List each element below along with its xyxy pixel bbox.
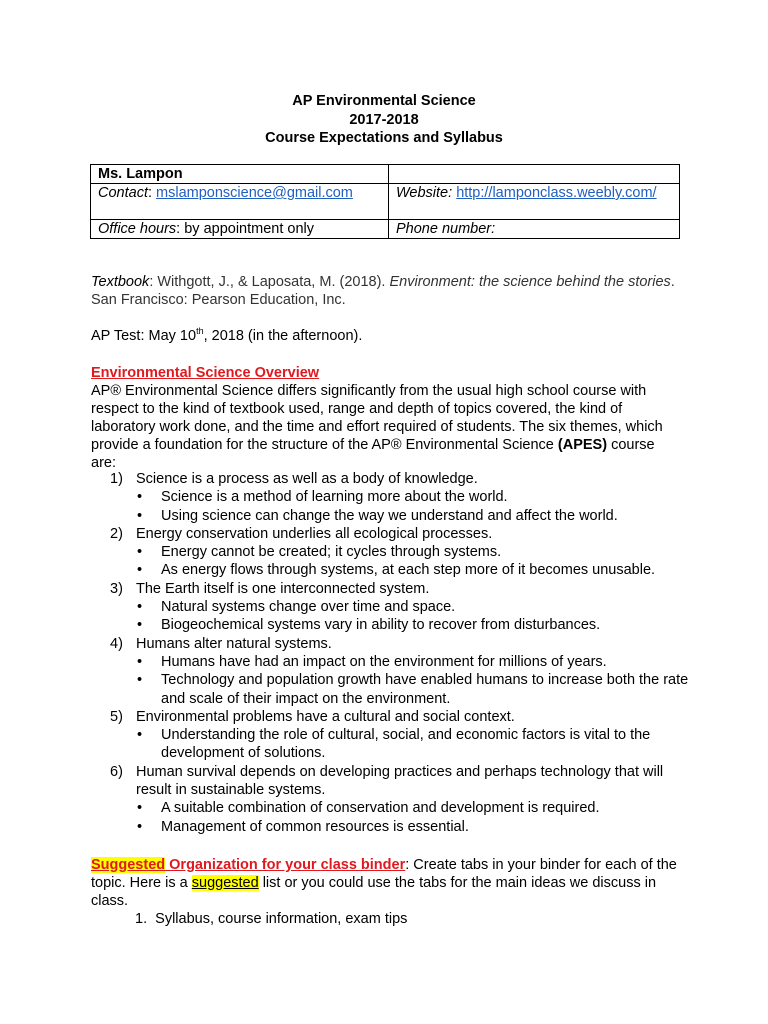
bullet-icon: • (137, 818, 143, 835)
ap-test-sup: th (196, 326, 204, 337)
bullet-icon: • (137, 507, 143, 524)
theme-bullet (91, 818, 691, 836)
title-course: AP Environmental Science (292, 93, 476, 109)
theme-bullet (91, 616, 691, 634)
theme-text: Humans alter natural systems. (136, 635, 332, 652)
ap-test-suffix: , 2018 (in the afternoon). (203, 328, 363, 344)
theme-text: Science is a process as well as a body of knowledge. (136, 471, 478, 487)
title-subtitle: Course Expectations and Syllabus (265, 130, 503, 146)
overview-apes: (APES) (557, 437, 608, 453)
website-link[interactable]: http://lamponclass.weebly.com/ (456, 185, 657, 201)
bullet-text: Understanding the role of cultural, social, and economic factors is vital to the development of solutions. (161, 727, 651, 762)
theme-bullet (91, 598, 691, 616)
binder-heading: Organization for your class binder (165, 857, 406, 873)
bullet-icon: • (137, 800, 143, 817)
theme-item (91, 763, 691, 800)
phone-label: Phone number: (396, 221, 496, 237)
themes-list (91, 470, 691, 836)
bullet-text: Humans have had an impact on the environment for millions of years. (161, 653, 607, 670)
ap-test-date (91, 327, 681, 345)
binder-tab-list (135, 910, 635, 928)
website-cell (389, 184, 680, 220)
document-title (0, 92, 768, 148)
theme-text: The Earth itself is one interconnected system. (136, 580, 430, 597)
bullet-text: As energy flows through systems, at each step more of it becomes unusable. (161, 562, 656, 579)
ap-test-prefix: AP Test: May 10 (91, 328, 197, 344)
contact-cell: Contact: mslamponscience@gmail.com (91, 184, 389, 220)
theme-item (91, 580, 691, 598)
theme-number: 6) (110, 763, 123, 780)
theme-number: 5) (110, 708, 123, 725)
binder-section (91, 856, 681, 910)
theme-item (91, 525, 691, 543)
teacher-name-cell (91, 165, 389, 184)
theme-number: 3) (110, 580, 123, 597)
textbook-label: Textbook (91, 274, 150, 290)
binder-text: Create tabs in your binder for each of the topic. Here is a (91, 857, 677, 891)
theme-bullet (91, 561, 691, 579)
bullet-icon: • (137, 617, 143, 634)
empty-cell (389, 165, 680, 184)
office-hours-label: Office hours (98, 221, 177, 237)
theme-bullet (91, 543, 691, 561)
textbook-title: Environment: the science behind the stories (389, 274, 671, 290)
theme-number: 2) (110, 525, 123, 542)
teacher-info-table (90, 164, 680, 239)
theme-bullet (91, 799, 691, 817)
overview-text: AP® Environmental Science differs significantly from the usual high school course with respect to the kind of textbook used, range and depth of topics covered, the kind of laboratory work done, and the time and effort required of students. The six themes, which provide a foundation for the structure of the AP® Environmental Science (91, 383, 663, 453)
binder-list-item (135, 910, 635, 928)
theme-bullet (91, 726, 691, 763)
theme-bullet (91, 671, 691, 708)
theme-number: 1) (110, 471, 123, 487)
binder-item-number: 1. (135, 911, 148, 927)
office-hours-value: : by appointment only (176, 221, 315, 237)
overview-paragraph (91, 382, 681, 472)
bullet-text: Biogeochemical systems vary in ability to recover from disturbances. (161, 617, 601, 634)
binder-item-text: Syllabus, course information, exam tips (155, 911, 408, 927)
spacer (147, 911, 155, 927)
teacher-name: Ms. Lampon (98, 166, 183, 182)
overview-text-end: course are: (91, 437, 655, 471)
contact-email-link[interactable]: mslamponscience@gmail.com (156, 185, 353, 201)
bullet-text: Energy cannot be created; it cycles through systems. (161, 544, 502, 561)
bullet-text: A suitable combination of conservation and development is required. (161, 800, 600, 817)
binder-text-end: list or you could use the tabs for the main ideas we discuss in class. (91, 875, 657, 909)
theme-bullet (91, 488, 691, 506)
bullet-icon: • (137, 672, 143, 689)
binder-heading-highlight: Suggested (91, 857, 166, 873)
bullet-icon: • (137, 489, 143, 506)
binder-suggested-highlight: suggested (191, 875, 259, 891)
bullet-text: Management of common resources is essential. (161, 818, 469, 835)
bullet-icon: • (137, 727, 143, 744)
bullet-icon: • (137, 653, 143, 670)
bullet-icon: • (137, 544, 143, 561)
title-year: 2017-2018 (349, 111, 419, 128)
theme-text: Energy conservation underlies all ecological processes. (136, 525, 493, 542)
theme-item (91, 635, 691, 653)
website-label: Website: (396, 185, 453, 201)
theme-bullet (91, 507, 691, 525)
textbook-citation (91, 273, 681, 309)
theme-text: Environmental problems have a cultural and social context. (136, 708, 515, 725)
theme-number: 4) (110, 635, 123, 652)
bullet-icon: • (137, 599, 143, 616)
bullet-text: Natural systems change over time and space. (161, 599, 456, 616)
textbook-publisher: . San Francisco: Pearson Education, Inc. (91, 274, 675, 308)
bullet-text: Using science can change the way we understand and affect the world. (161, 507, 618, 524)
theme-bullet (91, 653, 691, 671)
overview-heading: Environmental Science Overview (91, 365, 320, 381)
binder-colon: : (405, 857, 410, 873)
textbook-authors: : Withgott, J., & Laposata, M. (2018). (149, 274, 390, 290)
theme-item (91, 708, 691, 726)
bullet-icon: • (137, 562, 143, 579)
contact-label: Contact (98, 185, 148, 201)
theme-item (91, 470, 691, 488)
bullet-text: Science is a method of learning more about the world. (161, 489, 508, 506)
office-hours-cell (91, 220, 389, 239)
theme-text: Human survival depends on developing practices and perhaps technology that will result in sustainable systems. (136, 763, 664, 799)
bullet-text: Technology and population growth have enabled humans to increase both the rate and scale of their impact on the environment. (161, 672, 689, 707)
phone-cell (389, 220, 680, 239)
